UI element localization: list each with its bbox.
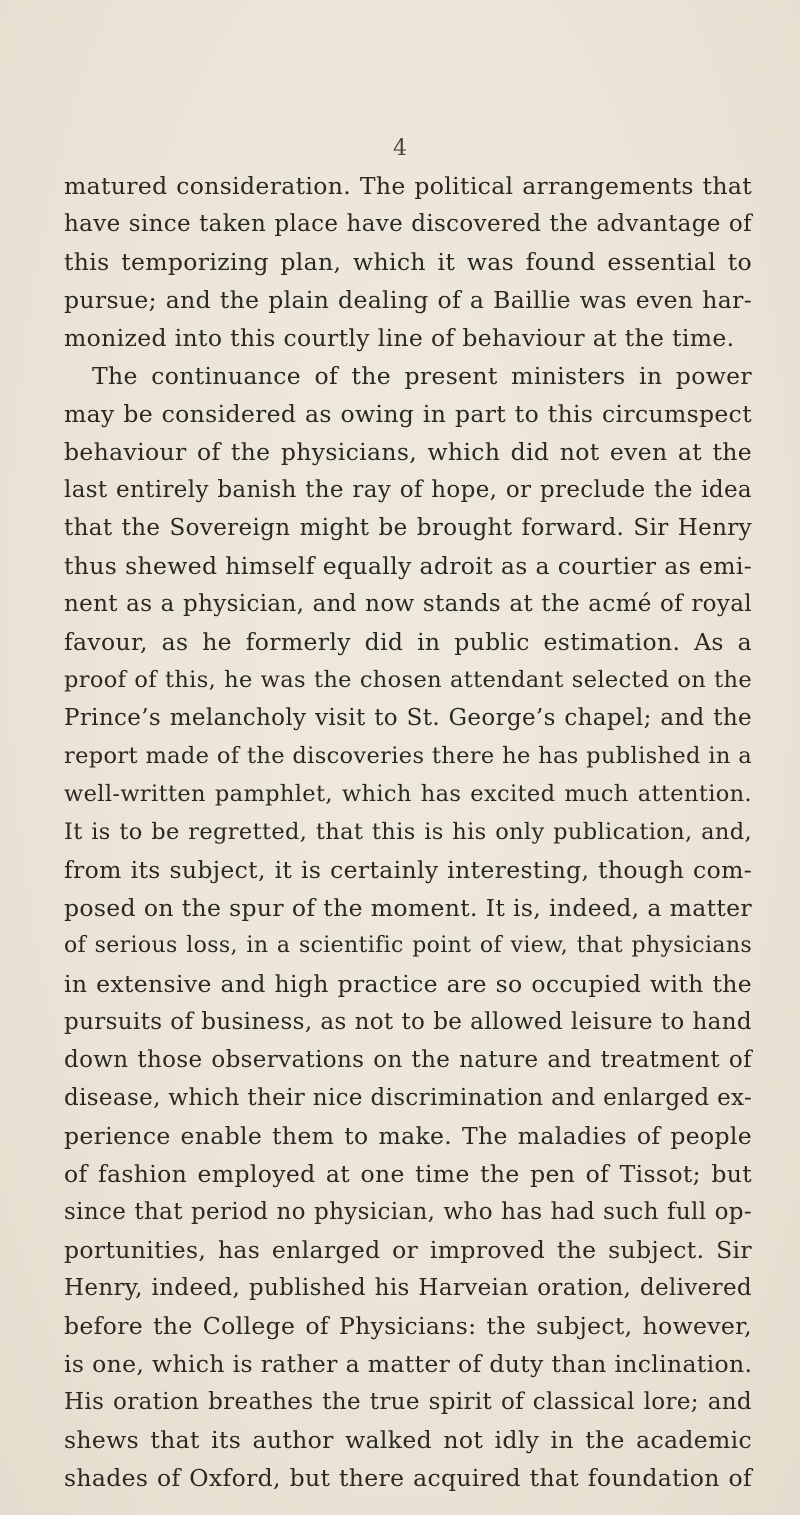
- text-line: in extensive and high practice are so occupied with the: [64, 970, 752, 998]
- text-line: nent as a physician, and now stands at the acmé of royal: [64, 591, 752, 617]
- text-line: well-written pamphlet, which has excited much attention.: [64, 781, 752, 807]
- text-line: It is to be regretted, that this is his only publication, and,: [64, 819, 752, 845]
- text-line: proof of this, he was the chosen attendant selected on the: [64, 667, 752, 693]
- text-line: thus shewed himself equally adroit as a courtier as emi-: [64, 552, 752, 580]
- text-line: is one, which is rather a matter of duty than inclination.: [64, 1350, 753, 1378]
- text-line: report made of the discoveries there he has published in a: [64, 743, 752, 769]
- text-line: favour, as he formerly did in public estimation. As a: [64, 628, 752, 656]
- text-line: this temporizing plan, which it was found essential to: [64, 248, 752, 276]
- text-line: portunities, has enlarged or improved the subject. Sir: [64, 1236, 752, 1264]
- text-line: of serious loss, in a scientific point of view, that physicians: [64, 933, 752, 958]
- text-line: pursue; and the plain dealing of a Baillie was even har-: [64, 286, 752, 314]
- text-line: before the College of Physicians: the subject, however,: [64, 1312, 752, 1340]
- text-line: disease, which their nice discrimination and enlarged ex-: [64, 1085, 753, 1111]
- text-line: have since taken place have discovered the advantage of: [64, 211, 752, 237]
- text-line: since that period no physician, who has had such full op-: [64, 1199, 752, 1225]
- text-line: that the Sovereign might be brought forward. Sir Henry: [64, 515, 752, 541]
- text-line: His oration breathes the true spirit of classical lore; and: [64, 1389, 752, 1415]
- text-line: perience enable them to make. The maladies of people: [64, 1122, 752, 1150]
- text-line: shades of Oxford, but there acquired that foundation of: [64, 1464, 752, 1492]
- text-line: pursuits of business, as not to be allowed leisure to hand: [64, 1009, 752, 1035]
- text-line: matured consideration. The political arrangements that: [64, 172, 752, 200]
- page-number: 4: [393, 136, 407, 161]
- text-line: behaviour of the physicians, which did not even at the: [64, 438, 752, 466]
- text-line: from its subject, it is certainly interesting, though com-: [64, 856, 752, 884]
- text-line: last entirely banish the ray of hope, or preclude the idea: [64, 477, 752, 503]
- text-line: The continuance of the present ministers in power: [92, 362, 752, 390]
- text-line: shews that its author walked not idly in the academic: [64, 1426, 752, 1454]
- text-line: Prince’s melancholy visit to St. George’s chapel; and the: [64, 705, 752, 731]
- text-line: posed on the spur of the moment. It is, indeed, a matter: [64, 894, 752, 922]
- text-line: down those observations on the nature and treatment of: [64, 1047, 752, 1073]
- text-line: of fashion employed at one time the pen of Tissot; but: [64, 1160, 752, 1188]
- text-line: monized into this courtly line of behaviour at the time.: [64, 324, 735, 352]
- text-line: Henry, indeed, published his Harveian oration, delivered: [64, 1275, 752, 1301]
- text-line: may be considered as owing in part to this circumspect: [64, 400, 752, 428]
